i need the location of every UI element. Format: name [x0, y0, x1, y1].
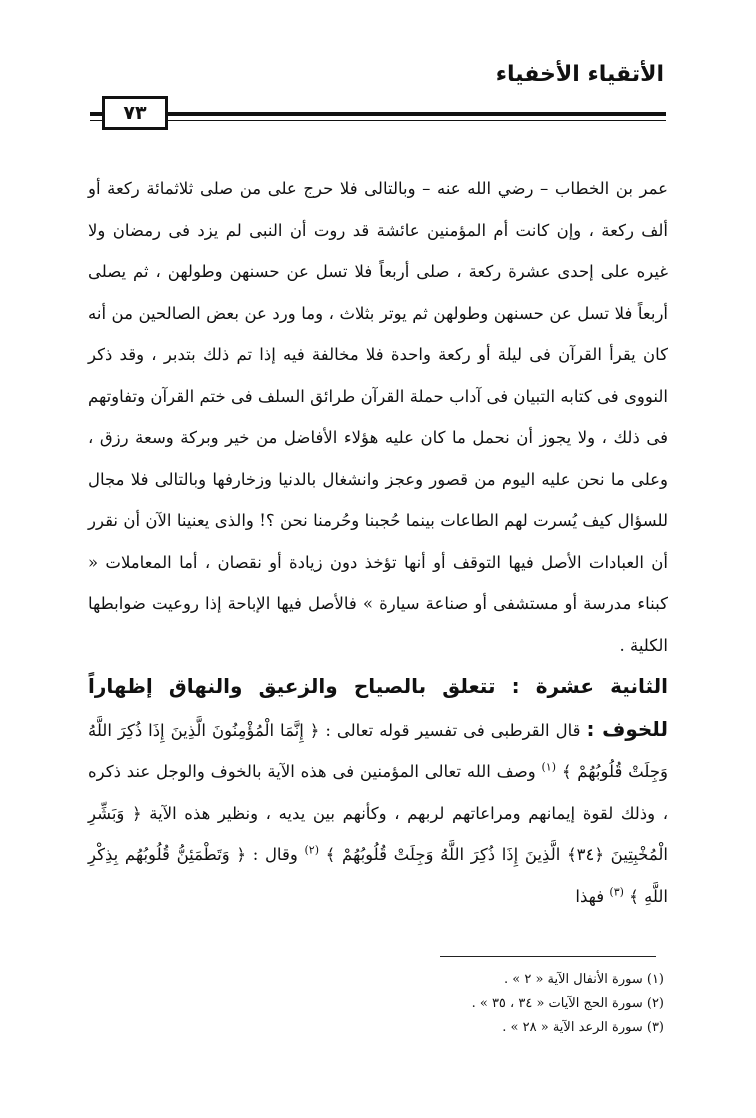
quran-verse-1: ﴿ إِنَّمَا الْمُؤْمِنُونَ الَّذِينَ إِذَا ذُكِرَ اللَّهُ وَجِلَتْ قُلُوبُهُمْ ﴾ — [88, 720, 668, 781]
quran-verse-3: ﴿ وَتَطْمَئِنُّ قُلُوبُهُم بِذِكْرِ اللَّهِ ﴾ — [88, 845, 668, 906]
paragraph-1: عمر بن الخطاب – رضي الله عنه – وبالتالى فلا حرج على من صلى ثلاثمائة ركعة أو ألف ركعة ، وإن كانت أم المؤمنين عائشة قد روت أن النبى لم يزد فى رمضان ولا غيره على إحدى عشرة ركعة ، صلى أربعاً فلا تسل عن حسنهن وطولهن ، ثم يصلى أربعاً فلا تسل عن حسنهن وطولهن ثم يوتر بثلاث ، وما ورد عن بعض الصالحين من أنه كان يقرأ القرآن فى ليلة أو ركعة واحدة فلا مخالفة فيه إذا تم ذلك بتدبر ، وقد ذكر النووى فى كتابه التبيان فى آداب حملة القرآن طرائق السلف فى ختم القرآن وتفاوتهم فى ذلك ، ولا يجوز أن نحمل ما كان عليه هؤلاء الأفاضل من خير وبركة وسعة رزق ، وعلى ما نحن عليه اليوم من قصور وعجز وانشغال بالدنيا وزخارفها وبالتالى فلا مجال للسؤال كيف يُسرت لهم الطاعات بينما حُجبنا وحُرمنا نحن ؟! والذى يعنينا الآن أن نقرر أن العبادات الأصل فيها التوقف أو أنها تؤخذ دون زيادة أو نقصان ، أما المعاملات « كبناء مدرسة أو مستشفى أو صناعة سيارة » فالأصل فيها الإباحة إذا روعيت ضوابطها الكلية . — [88, 179, 668, 655]
header-rule-thick — [90, 112, 666, 116]
body-text — [88, 168, 668, 917]
section-text-2: وصف الله تعالى المؤمنين فى هذه الآية بالخوف والوجل عند ذكره ، وذلك لقوة إيمانهم ومراعاتهم لربهم ، وكأنهم بين يديه ، ونظير هذه الآية — [88, 762, 669, 823]
section-text-3: وقال : — [252, 845, 298, 864]
page-number: ٧٣ — [102, 96, 168, 130]
running-title: الأتقياء الأخفياء — [495, 62, 664, 87]
footnote-ref-1: (١) — [541, 760, 557, 774]
footnote-ref-2: (٢) — [304, 843, 319, 857]
footnote-3: (٣) سورة الرعد الآية « ٢٨ » . — [502, 1020, 664, 1035]
section-paragraph — [88, 666, 668, 917]
footnote-ref-3: (٣) — [609, 885, 624, 898]
section-text-1: قال القرطبى فى تفسير قوله تعالى : — [325, 720, 581, 740]
quran-verse-2: ﴿ وَبَشِّرِ الْمُخْبِتِينَ ﴿٣٤﴾ الَّذِينَ إِذَا ذُكِرَ اللَّهُ وَجِلَتْ قُلُوبُهُمْ ﴾ — [88, 803, 668, 864]
footnotes — [472, 968, 664, 1040]
section-heading: الثانية عشرة : تتعلق بالصياح والزعيق والنهاق إظهاراً للخوف : — [88, 674, 668, 741]
footnote-2: (٢) سورة الحج الآيات « ٣٤ ، ٣٥ » . — [471, 996, 664, 1011]
footnote-separator — [440, 956, 656, 957]
section-text-4: فهذا — [575, 886, 605, 906]
header-rule-thin — [90, 120, 666, 121]
footnote-1: (١) سورة الأنفال الآية « ٢ » . — [503, 972, 664, 987]
